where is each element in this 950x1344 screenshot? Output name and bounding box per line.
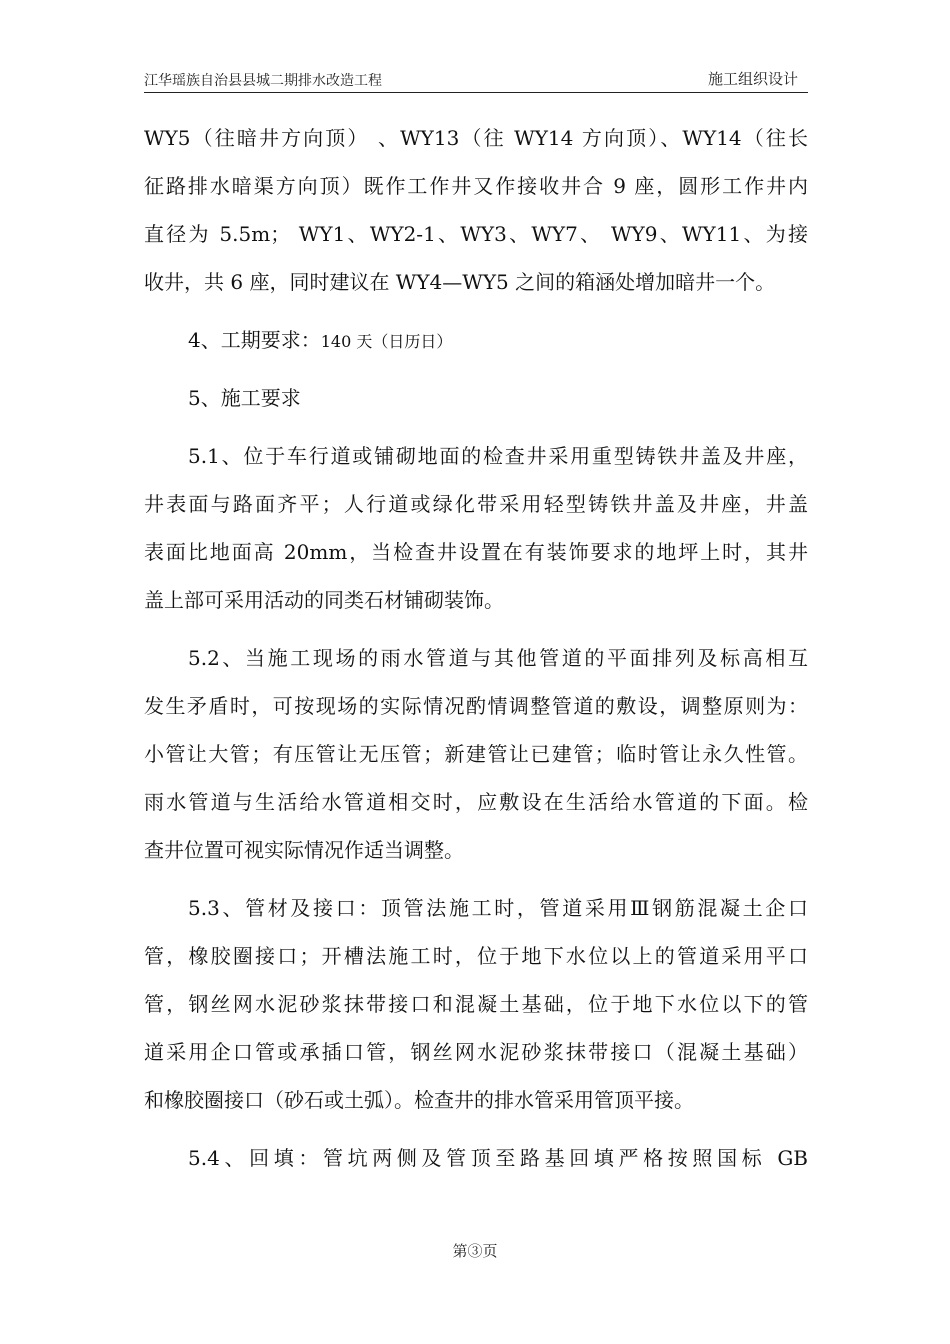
paragraph-line: 发生矛盾时，可按现场的实际情况酌情调整管道的敷设，调整原则为： — [144, 694, 808, 718]
paragraph-line: 管，钢丝网水泥砂浆抹带接口和混凝土基础，位于地下水位以下的管 — [144, 992, 808, 1016]
paragraph-line: 小管让大管；有压管让无压管；新建管让已建管；临时管让永久性管。 — [144, 742, 808, 766]
paragraph-line: 管，橡胶圈接口；开槽法施工时，位于地下水位以上的管道采用平口 — [144, 944, 808, 968]
paragraph-line: 和橡胶圈接口（砂石或土弧）。检查井的排水管采用管顶平接。 — [144, 1088, 694, 1112]
paragraph-line: 5.3、管材及接口：顶管法施工时，管道采用Ⅲ钢筋混凝土企口 — [188, 896, 808, 920]
paragraph-line: WY5（往暗井方向顶） 、WY13（往 WY14 方向顶）、WY14（往长 — [144, 126, 808, 150]
section-heading: 5、施工要求 — [188, 386, 301, 410]
paragraph-line: 查井位置可视实际情况作适当调整。 — [144, 838, 464, 862]
paragraph-line: 盖上部可采用活动的同类石材铺砌装饰。 — [144, 588, 504, 612]
page-number: 第③页 — [452, 1242, 498, 1260]
schedule-value: 140 天（日历日） — [320, 332, 453, 351]
schedule-requirement — [144, 316, 808, 364]
paragraph-line: 5.1、位于车行道或铺砌地面的检查井采用重型铸铁井盖及井座， — [188, 444, 808, 468]
header-project-title: 江华瑶族自治县县城二期排水改造工程 — [144, 73, 382, 89]
paragraph-line: 收井，共 6 座，同时建议在 WY4—WY5 之间的箱涵处增加暗井一个。 — [144, 270, 776, 294]
document-body — [144, 114, 808, 1182]
schedule-label: 4、工期要求： — [188, 328, 321, 352]
paragraph-line: 雨水管道与生活给水管道相交时，应敷设在生活给水管道的下面。检 — [144, 790, 808, 814]
paragraph-line: 征路排水暗渠方向顶）既作工作井又作接收井合 9 座，圆形工作井内 — [144, 174, 808, 198]
paragraph-line: 表面比地面高 20mm，当检查井设置在有装饰要求的地坪上时，其井 — [144, 540, 808, 564]
page-header — [144, 68, 808, 93]
paragraph-line: 直径为 5.5m； WY1、WY2-1、WY3、WY7、 WY9、WY11、为接 — [144, 222, 808, 246]
header-document-type: 施工组织设计 — [707, 70, 798, 88]
paragraph-line: 井表面与路面齐平；人行道或绿化带采用轻型铸铁井盖及井座，井盖 — [144, 492, 808, 516]
paragraph-line: 道采用企口管或承插口管，钢丝网水泥砂浆抹带接口（混凝土基础） — [144, 1040, 808, 1064]
paragraph-line: 5.4、回填：管坑两侧及管顶至路基回填严格按照国标 GB — [188, 1146, 808, 1170]
paragraph-line: 5.2、当施工现场的雨水管道与其他管道的平面排列及标高相互 — [188, 646, 808, 670]
